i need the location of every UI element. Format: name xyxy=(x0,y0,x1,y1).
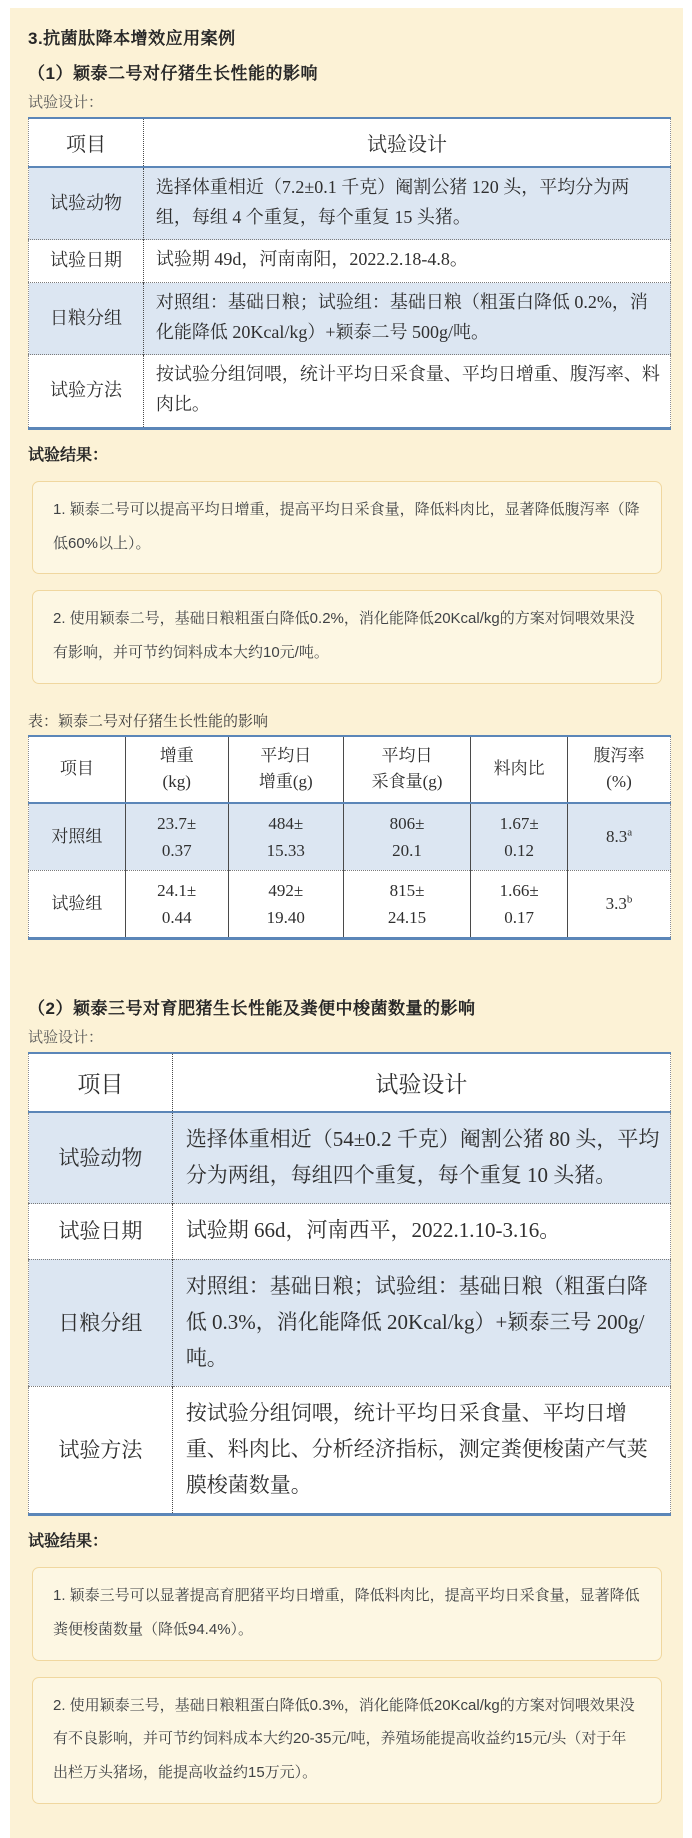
table-header-row xyxy=(29,118,671,167)
section-title: 3.抗菌肽降本增效应用案例 xyxy=(28,29,236,48)
table-header-row xyxy=(29,1053,671,1112)
data-cell: 24.1± 0.44 xyxy=(125,870,228,938)
data-cell: 3.3$^b$ xyxy=(568,870,671,938)
table-row xyxy=(29,1204,671,1259)
case1-design-label: 试验设计： xyxy=(28,94,104,111)
row-label: 试验日期 xyxy=(49,250,122,271)
case1-result-box-1: 1. 颖泰二号可以提高平均日增重，提高平均日采食量，降低料肉比，显著降低腹泻率（降低60%以上）。 xyxy=(32,481,662,575)
row-label: 对照组 xyxy=(51,827,103,847)
case2-result-box-2: 2. 使用颖泰三号，基础日粮粗蛋白降低0.3%，消化能降低20Kcal/kg的方案对饲喂效果没有不良影响，并可节约饲料成本大约20-35元/吨，养殖场能提高收益约15元/头（对于年出栏万头猪场，能提高收益约15万元）。 xyxy=(32,1677,662,1804)
row-label: 试验组 xyxy=(51,894,103,914)
case1-result-box-2: 2. 使用颖泰二号，基础日粮粗蛋白降低0.2%，消化能降低20Kcal/kg的方案对饲喂效果没有影响，并可节约饲料成本大约10元/吨。 xyxy=(32,590,662,684)
table-row xyxy=(29,870,671,938)
data-cell: 23.7± 0.37 xyxy=(125,803,228,871)
row-text: 选择体重相近（54±0.2 千克）阉割公猪 80 头，平均分为两组，每组四个重复，每个重复 10 头猪。 xyxy=(172,1112,670,1204)
table-row xyxy=(29,803,671,871)
case2-design-label: 试验设计： xyxy=(28,1029,104,1047)
data-cell: 8.3$^a$ xyxy=(568,803,671,871)
data-cell: 1.66± 0.17 xyxy=(471,870,568,938)
row-label: 日粮分组 xyxy=(49,307,122,328)
case1-results-label: 试验结果： xyxy=(28,446,109,464)
case1-data-table-caption: 表：颖泰二号对仔猪生长性能的影响 xyxy=(28,712,269,730)
case2-section xyxy=(28,994,671,1804)
data-cell: 484± 15.33 xyxy=(228,803,343,871)
table-row xyxy=(29,240,671,283)
table-row xyxy=(29,355,671,428)
case1-title: （1）颖泰二号对仔猪生长性能的影响 xyxy=(28,64,318,83)
row-label: 试验日期 xyxy=(58,1219,143,1244)
header-cell-design: 试验设计 xyxy=(172,1053,670,1112)
row-text: 按试验分组饲喂，统计平均日采食量、平均日增重、料肉比、分析经济指标，测定粪便梭菌产气荚膜梭菌数量。 xyxy=(172,1386,670,1514)
header-cell-item: 项目 xyxy=(29,1053,173,1112)
row-text: 试验期 66d，河南西平，2022.1.10-3.16。 xyxy=(172,1204,670,1259)
case2-results-label: 试验结果： xyxy=(28,1533,109,1551)
header-cell: 平均日 采食量(g) xyxy=(343,736,470,803)
row-text: 对照组：基础日粮；试验组：基础日粮（粗蛋白降低 0.2%，消化能降低 20Kcal/kg）+颖泰二号 500g/吨。 xyxy=(143,283,670,355)
header-cell: 增重 (kg) xyxy=(125,736,228,803)
row-label: 试验方法 xyxy=(58,1438,143,1463)
header-cell-item: 项目 xyxy=(29,118,144,167)
row-text: 对照组：基础日粮；试验组：基础日粮（粗蛋白降低 0.3%，消化能降低 20Kcal/kg）+颖泰三号 200g/吨。 xyxy=(172,1259,670,1386)
data-cell: 806± 20.1 xyxy=(343,803,470,871)
row-text: 按试验分组饲喂，统计平均日采食量、平均日增重、腹泻率、料肉比。 xyxy=(143,355,670,428)
row-text: 试验期 49d，河南南阳，2022.2.18-4.8。 xyxy=(143,240,670,283)
row-label: 试验方法 xyxy=(49,380,122,401)
header-cell: 料肉比 xyxy=(471,736,568,803)
header-cell: 项目 xyxy=(29,736,126,803)
row-label: 试验动物 xyxy=(49,192,122,213)
case1-section xyxy=(28,59,671,940)
case1-data-table xyxy=(28,735,671,940)
data-cell: 815± 24.15 xyxy=(343,870,470,938)
data-cell: 1.67± 0.12 xyxy=(471,803,568,871)
row-label: 日粮分组 xyxy=(58,1310,143,1335)
data-cell: 492± 19.40 xyxy=(228,870,343,938)
article-page xyxy=(10,8,683,1838)
row-label: 试验动物 xyxy=(58,1146,143,1171)
header-cell: 腹泻率 (%) xyxy=(568,736,671,803)
row-text: 选择体重相近（7.2±0.1 千克）阉割公猪 120 头，平均分为两组，每组 4 个重复，每个重复 15 头猪。 xyxy=(143,167,670,240)
table-row xyxy=(29,1112,671,1204)
case2-result-box-1: 1. 颖泰三号可以显著提高育肥猪平均日增重，降低料肉比，提高平均日采食量，显著降低粪便梭菌数量（降低94.4%）。 xyxy=(32,1567,662,1661)
case2-design-table xyxy=(28,1052,671,1516)
table-row xyxy=(29,1386,671,1514)
header-cell: 平均日 增重(g) xyxy=(228,736,343,803)
case2-title: （2）颖泰三号对育肥猪生长性能及粪便中梭菌数量的影响 xyxy=(28,999,476,1019)
table-row xyxy=(29,1259,671,1386)
case1-design-table xyxy=(28,117,671,430)
table-row xyxy=(29,167,671,240)
table-header-row xyxy=(29,736,671,803)
header-cell-design: 试验设计 xyxy=(143,118,670,167)
table-row xyxy=(29,283,671,355)
